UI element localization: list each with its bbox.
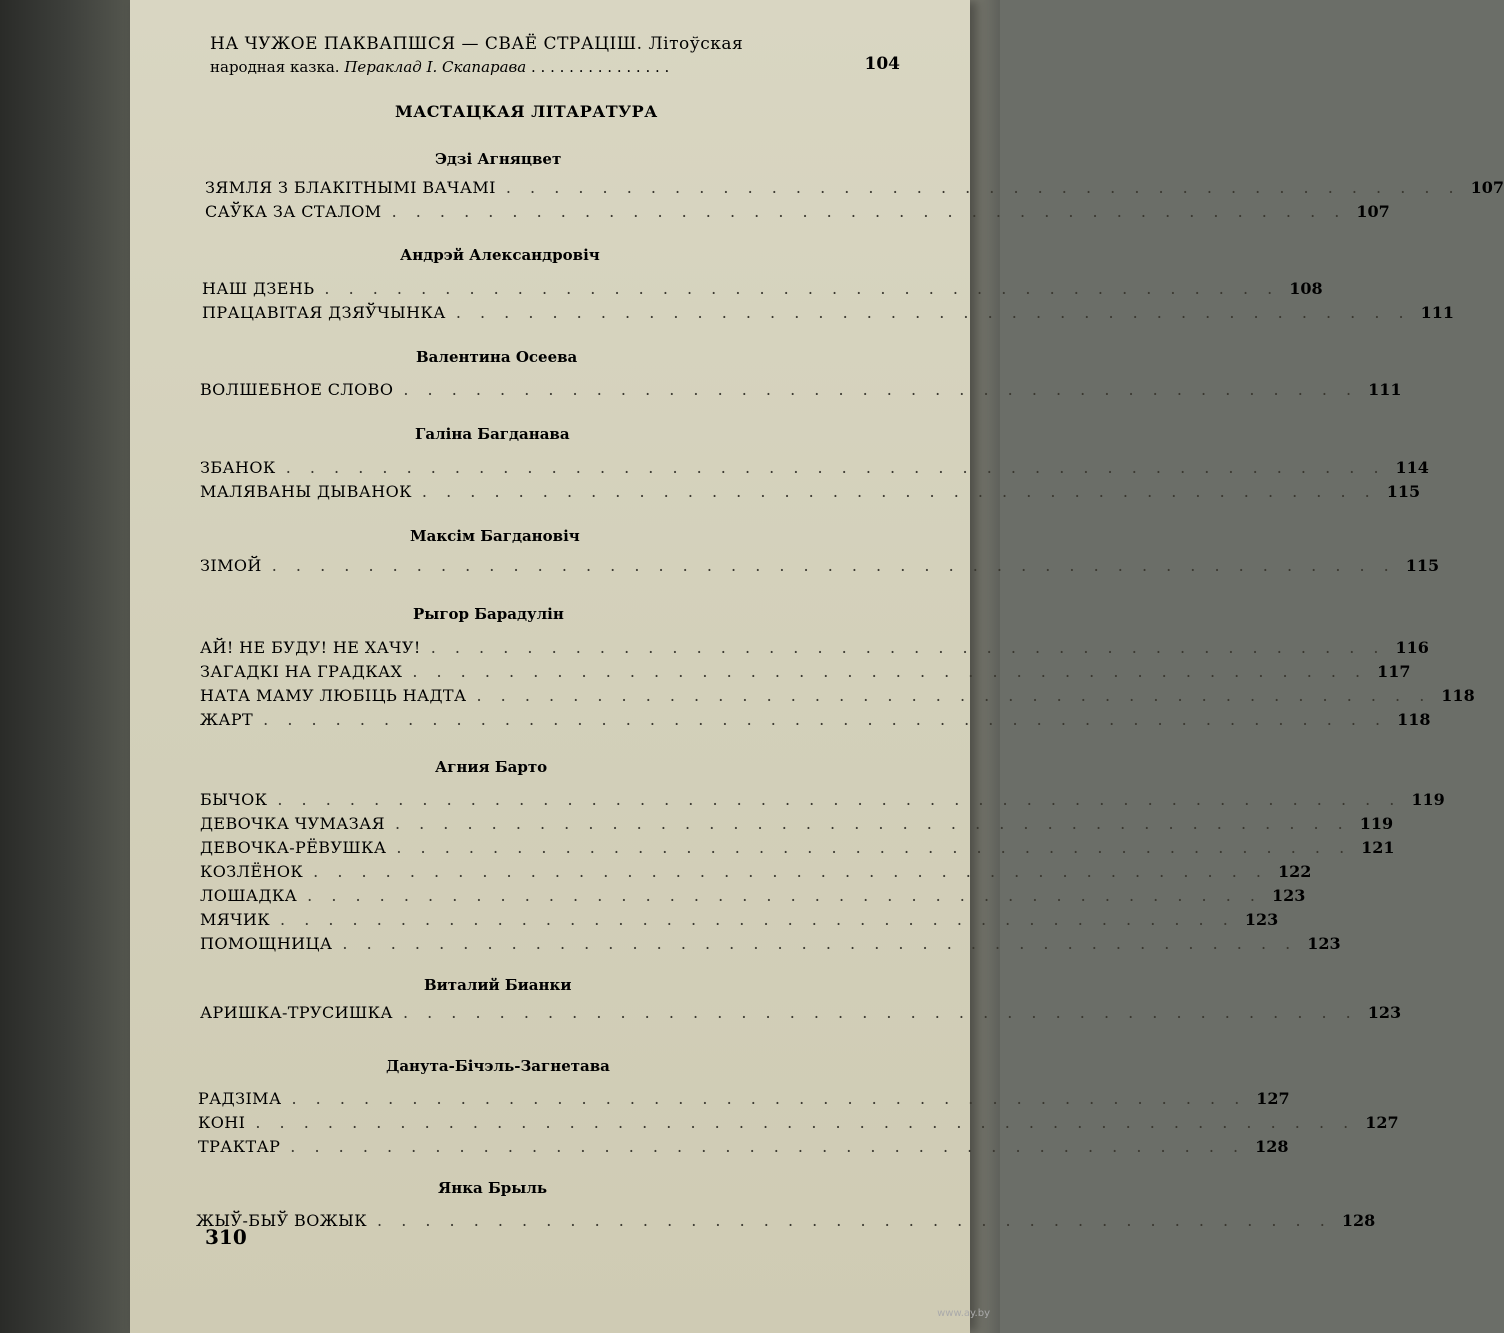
entry-title: ЗБАНОК <box>200 458 276 477</box>
toc-entry <box>205 175 1504 197</box>
intro-entry <box>210 34 900 76</box>
watermark: www.ay.by <box>937 1308 990 1319</box>
author-name: Янка Брыль <box>438 1179 548 1197</box>
toc-entry <box>200 377 1402 399</box>
toc-entry <box>200 455 1429 477</box>
toc-entry <box>200 859 1312 881</box>
page-number: 108 <box>1289 279 1323 298</box>
page-number: 123 <box>1271 886 1306 905</box>
toc-entry <box>198 1134 1289 1156</box>
leader-dots: . . . . . . . . . . . . . . . . . . . . . . . . . . . . . . . . . . . . . . . . <box>403 380 1359 399</box>
page-number: 127 <box>1256 1089 1290 1108</box>
leader-dots: . . . . . . . . . . . . . . . . . . . . . . . . . . . . . . . . . . . . . . . . <box>402 1003 1358 1022</box>
entry-title: НАТА МАМУ ЛЮБІЦЬ НАДТА <box>200 686 467 705</box>
leader-dots: . . . . . . . . . . . . . . . . . . . . . . . . . . . . . . . . . . . . . . . . <box>505 178 1461 197</box>
author-name: Рыгор Барадулін <box>413 605 564 623</box>
author-name: Виталий Бианки <box>424 976 572 994</box>
page-number: 123 <box>1307 934 1341 953</box>
intro-subtitle: народная казка. <box>210 58 345 76</box>
leader-dots: . . . . . . . . . . . . . . . . . . . . . . . . . . . . . . . . . . . . . . . . <box>324 279 1280 298</box>
entry-title: САЎКА ЗА СТАЛОМ <box>205 202 382 221</box>
page-number: 118 <box>1441 686 1475 705</box>
toc-entry <box>198 1110 1399 1132</box>
page-number: 128 <box>1341 1211 1376 1230</box>
page-number: 127 <box>1365 1113 1399 1132</box>
author-name: Андрэй Александровіч <box>400 246 600 264</box>
page-number: 116 <box>1395 638 1429 657</box>
toc-entry <box>200 931 1341 953</box>
entry-title: МЯЧИК <box>200 910 271 929</box>
page-number: 111 <box>1368 380 1402 399</box>
leader-dots: . . . . . . . . . . . . . . . . . . . . . . . . . . . . . . . . . . . . . . . . <box>377 1211 1332 1230</box>
book-page <box>130 0 1504 1333</box>
leader-dots: . . . . . . . . . . . . . . . <box>531 58 670 76</box>
leader-dots: . . . . . . . . . . . . . . . . . . . . . . . . . . . . . . . . . . . . . . . . <box>421 482 1377 501</box>
page-number: 118 <box>1397 710 1431 729</box>
toc-entry <box>196 1208 1376 1230</box>
entry-title: АЙ! НЕ БУДУ! НЕ ХАЧУ! <box>200 638 421 657</box>
page-number: 122 <box>1277 862 1312 881</box>
toc-entry <box>202 276 1323 298</box>
leader-dots: . . . . . . . . . . . . . . . . . . . . . . . . . . . . . . . . . . . . . . . . <box>291 1089 1247 1108</box>
toc-entry <box>200 907 1279 929</box>
author-name: Максім Багдановіч <box>410 527 580 545</box>
author-name: Агния Барто <box>435 758 548 776</box>
page-number: 107 <box>1356 202 1390 221</box>
leader-dots: . . . . . . . . . . . . . . . . . . . . . . . . . . . . . . . . . . . . . . . . <box>412 662 1368 681</box>
page-number: 119 <box>1359 814 1394 833</box>
toc-entry <box>200 635 1429 657</box>
entry-title: ЗЯМЛЯ З БЛАКІТНЫМІ ВАЧАМІ <box>205 178 496 197</box>
entry-title: ПОМОЩНИЦА <box>200 934 333 953</box>
entry-title: НАШ ДЗЕНЬ <box>202 279 315 298</box>
leader-dots: . . . . . . . . . . . . . . . . . . . . . . . . . . . . . . . . . . . . . . . . <box>476 686 1432 705</box>
leader-dots: . . . . . . . . . . . . . . . . . . . . . . . . . . . . . . . . . . . . . . . . <box>394 814 1350 833</box>
intro-translator: Пераклад І. Скапарава <box>344 58 527 76</box>
entry-title: РАДЗІМА <box>198 1089 282 1108</box>
page-number: 115 <box>1386 482 1421 501</box>
toc-entry <box>200 683 1475 705</box>
leader-dots: . . . . . . . . . . . . . . . . . . . . . . . . . . . . . . . . . . . . . . . . <box>280 910 1235 929</box>
toc-entry <box>200 811 1394 833</box>
entry-title: ЛОШАДКА <box>200 886 298 905</box>
intro-line-1: НА ЧУЖОЕ ПАКВАПШСЯ — СВАЁ СТРАЦІШ. Літоўская <box>210 34 744 54</box>
page-number: 119 <box>1411 790 1445 809</box>
leader-dots: . . . . . . . . . . . . . . . . . . . . . . . . . . . . . . . . . . . . . . . . <box>455 303 1411 322</box>
page-number: 128 <box>1255 1137 1289 1156</box>
leader-dots: . . . . . . . . . . . . . . . . . . . . . . . . . . . . . . . . . . . . . . . . <box>391 202 1347 221</box>
page-number: 107 <box>1470 178 1504 197</box>
toc-entry <box>200 787 1445 809</box>
page-number: 114 <box>1395 458 1429 477</box>
toc-entry <box>200 707 1431 729</box>
page-number: 111 <box>1420 303 1455 322</box>
entry-title: ЖАРТ <box>200 710 254 729</box>
toc-entry <box>200 1000 1402 1022</box>
leader-dots: . . . . . . . . . . . . . . . . . . . . . . . . . . . . . . . . . . . . . . . . . . . . . . . <box>277 790 1402 809</box>
entry-title: КОНІ <box>198 1113 246 1132</box>
toc-entry <box>200 883 1306 905</box>
author-name: Данута-Бічэль-Загнетава <box>386 1057 610 1075</box>
toc-entry <box>200 553 1440 575</box>
entry-title: ЗАГАДКІ НА ГРАДКАХ <box>200 662 403 681</box>
entry-title: ЗІМОЙ <box>200 556 262 575</box>
entry-title: БЫЧОК <box>200 790 268 809</box>
intro-line-2 <box>210 54 900 76</box>
entry-title: ДЕВОЧКА-РЁВУШКА <box>200 838 387 857</box>
folio-page-number: 310 <box>205 1225 247 1249</box>
author-name: Галіна Багданава <box>415 425 570 443</box>
leader-dots: . . . . . . . . . . . . . . . . . . . . . . . . . . . . . . . . . . . . . . . . . . . . . . <box>285 458 1386 477</box>
entry-title: ТРАКТАР <box>198 1137 281 1156</box>
entry-title: ДЕВОЧКА ЧУМАЗАЯ <box>200 814 385 833</box>
leader-dots: . . . . . . . . . . . . . . . . . . . . . . . . . . . . . . . . . . . . . . . . . . . . . . . <box>271 556 1396 575</box>
page-number: 123 <box>1367 1003 1402 1022</box>
page-number: 121 <box>1361 838 1395 857</box>
leader-dots: . . . . . . . . . . . . . . . . . . . . . . . . . . . . . . . . . . . . . . . . <box>313 862 1268 881</box>
entry-title: МАЛЯВАНЫ ДЫВАНОК <box>200 482 412 501</box>
toc-entry <box>200 659 1411 681</box>
leader-dots: . . . . . . . . . . . . . . . . . . . . . . . . . . . . . . . . . . . . . . . . <box>396 838 1352 857</box>
toc-entry <box>200 835 1395 857</box>
page-number: 104 <box>864 54 900 74</box>
entry-title: ПРАЦАВІТАЯ ДЗЯЎЧЫНКА <box>202 303 446 322</box>
author-name: Эдзі Агняцвет <box>435 150 562 168</box>
entry-title: АРИШКА-ТРУСИШКА <box>200 1003 393 1022</box>
author-name: Валентина Осеева <box>416 348 578 366</box>
page-number: 117 <box>1377 662 1411 681</box>
leader-dots: . . . . . . . . . . . . . . . . . . . . . . . . . . . . . . . . . . . . . . . . <box>290 1137 1246 1156</box>
section-heading: МАСТАЦКАЯ ЛІТАРАТУРА <box>395 102 658 121</box>
leader-dots: . . . . . . . . . . . . . . . . . . . . . . . . . . . . . . . . . . . . . . . . <box>342 934 1298 953</box>
toc-entry <box>205 199 1390 221</box>
page-number: 123 <box>1244 910 1279 929</box>
toc-entry <box>198 1086 1290 1108</box>
toc-entry <box>202 300 1455 322</box>
entry-title: ЖЫЎ-БЫЎ ВОЖЫК <box>196 1211 368 1230</box>
entry-title: КОЗЛЁНОК <box>200 862 304 881</box>
toc-entry <box>200 479 1421 501</box>
page-number: 115 <box>1405 556 1440 575</box>
leader-dots: . . . . . . . . . . . . . . . . . . . . . . . . . . . . . . . . . . . . . . . . . . . . . . . <box>263 710 1388 729</box>
leader-dots: . . . . . . . . . . . . . . . . . . . . . . . . . . . . . . . . . . . . . . . . <box>430 638 1386 657</box>
leader-dots: . . . . . . . . . . . . . . . . . . . . . . . . . . . . . . . . . . . . . . . . <box>307 886 1262 905</box>
leader-dots: . . . . . . . . . . . . . . . . . . . . . . . . . . . . . . . . . . . . . . . . . . . . . . <box>255 1113 1356 1132</box>
entry-title: ВОЛШЕБНОЕ СЛОВО <box>200 380 394 399</box>
